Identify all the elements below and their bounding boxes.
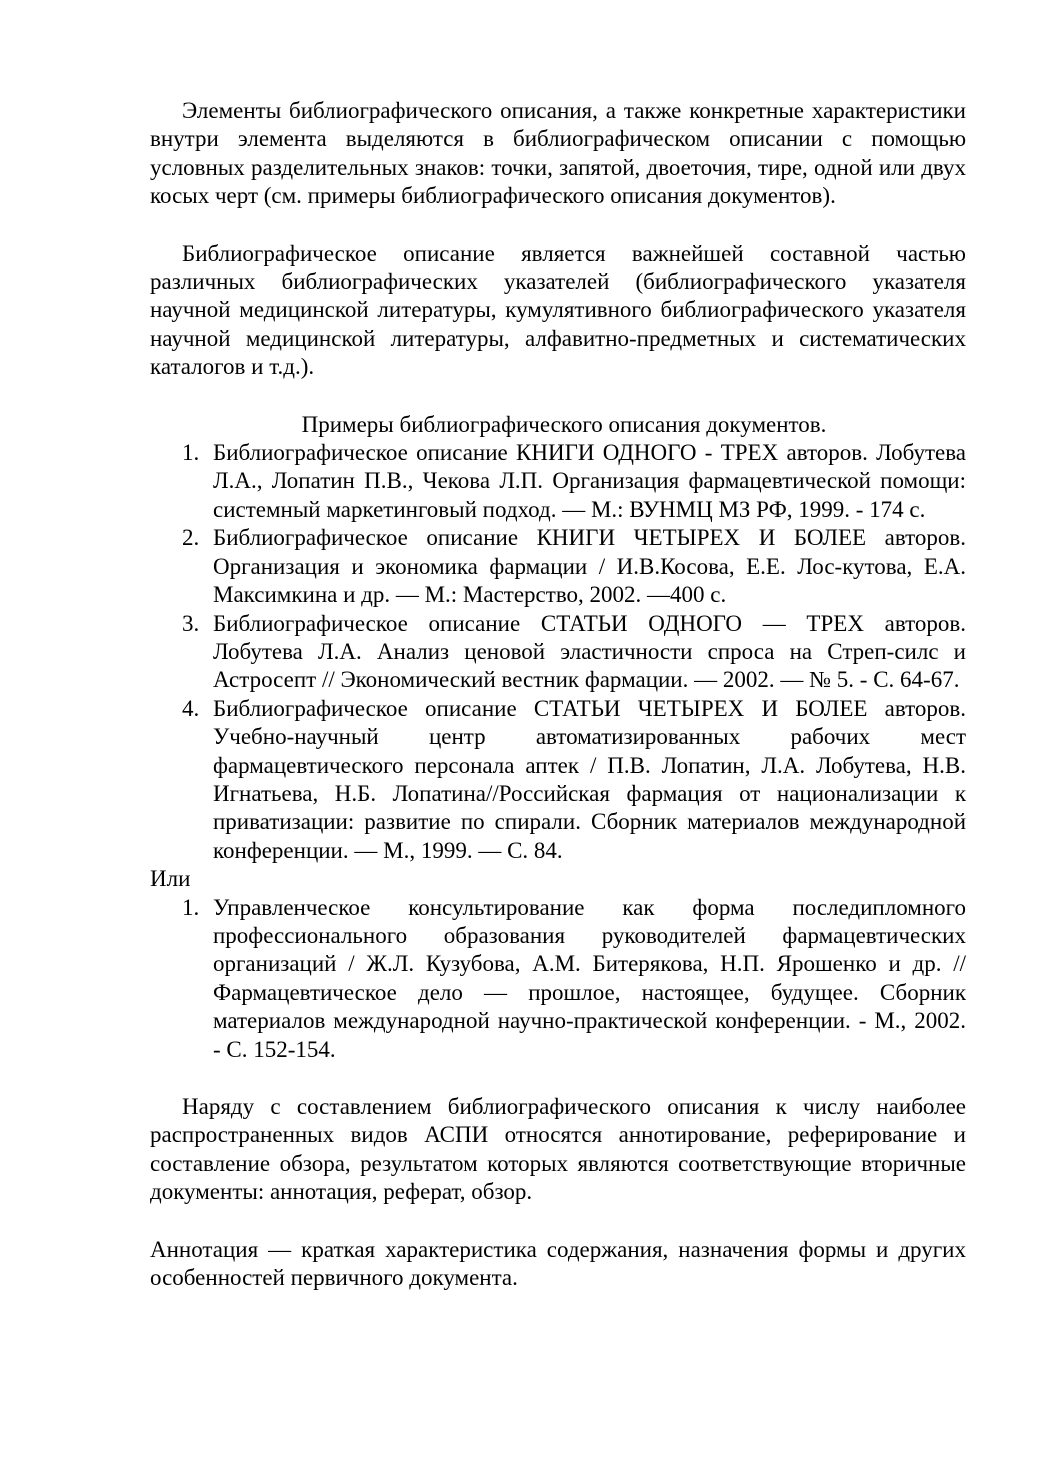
alt-examples-list xyxy=(150,894,966,1064)
document-page xyxy=(150,97,966,1292)
paragraph-secondary-docs: Наряду с составлением библиографического описания к числу наиболее распространенных видов АСПИ относятся аннотирование, реферирование и составление обзора, результатом которых являются соответствующие вторичные документы: аннотация, реферат, обзор. xyxy=(150,1094,966,1205)
list-item-number: 3. xyxy=(182,610,200,636)
paragraph-gap xyxy=(150,382,966,411)
list-item xyxy=(150,894,966,1064)
list-item-text: Библиографическое описание СТАТЬИ ОДНОГО — ТРЕХ авторов. Лобутева Л.А. Анализ ценовой эластичности спроса на Стреп-силс и Астросепт // Экономический вестник фармации. — 2002. — № 5. - С. 64-67. xyxy=(213,610,966,693)
list-item xyxy=(150,439,966,524)
paragraph-gap xyxy=(150,1064,966,1093)
list-item-text: Библиографическое описание КНИГИ ОДНОГО - ТРЕХ авторов. Лобутева Л.А., Лопатин П.В., Чекова Л.П. Организация фармацевтической помощи: системный маркетинговый подход. — М.: ВУНМЦ МЗ РФ, 1999. - 174 с. xyxy=(213,440,966,522)
list-item-number: 1. xyxy=(182,440,200,466)
list-item xyxy=(150,524,966,609)
list-item-text: Библиографическое описание КНИГИ ЧЕТЫРЕХ И БОЛЕЕ авторов. Организация и экономика фармации / И.В.Косова, Е.Е. Лос-кутова, Е.А. Максимкина и др. — М.: Мастерство, 2002. —400 с. xyxy=(213,525,966,608)
or-label: Или xyxy=(150,866,191,892)
paragraph-annotation-definition: Аннотация — краткая характеристика содержания, назначения формы и других особенностей первичного документа. xyxy=(150,1236,966,1291)
examples-heading: Примеры библиографического описания документов. xyxy=(301,411,827,437)
list-item-number: 2. xyxy=(182,525,200,551)
list-item-number: 4. xyxy=(182,695,200,721)
examples-list xyxy=(150,439,966,865)
list-item xyxy=(150,695,966,865)
list-item-number: 1. xyxy=(182,894,200,920)
list-item xyxy=(150,610,966,695)
paragraph-separators: Элементы библиографического описания, а также конкретные характеристики внутри элемента выделяются в библиографическом описании с помощью условных разделительных знаков: точки, запятой, двоеточия, тире, одной или двух косых черт (см. примеры библиографического описания документов). xyxy=(150,98,966,209)
paragraph-gap xyxy=(150,1207,966,1236)
list-item-text: Управленческое консультирование как форма последипломного профессионального образования руководителей фармацевтических организаций / Ж.Л. Кузубова, А.М. Битерякова, Н.П. Ярошенко и др. // Фармацевтическое дело — прошлое, настоящее, будущее. Сборник материалов международной научно-практической конференции. - М., 2002. - С. 152-154. xyxy=(213,894,966,1062)
paragraph-indexes: Библиографическое описание является важнейшей составной частью различных библиографических указателей (библиографического указателя научной медицинской литературы, кумулятивного библиографического указателя научной медицинской литературы, алфавитно-предметных и систематических каталогов и т.д.). xyxy=(150,240,966,380)
paragraph-gap xyxy=(150,211,966,240)
list-item-text: Библиографическое описание СТАТЬИ ЧЕТЫРЕХ И БОЛЕЕ авторов. Учебно-научный центр автоматизированных рабочих мест фармацевтического персонала аптек / П.В. Лопатин, Л.А. Лобутева, Н.В. Игнатьева, Н.Б. Лопатина//Российская фармация от национализации к приватизации: развитие по спирали. Сборник материалов международной конференции. — М., 1999. — С. 84. xyxy=(213,695,966,863)
